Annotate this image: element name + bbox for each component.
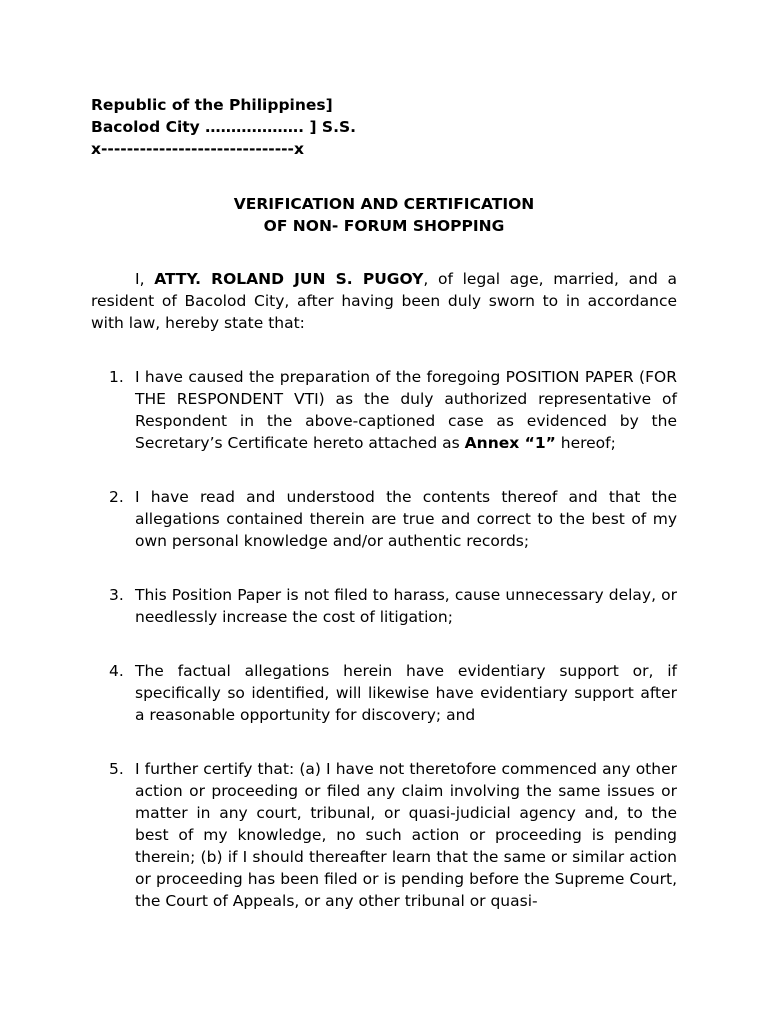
caption-republic: Republic of the Philippines] <box>91 96 333 114</box>
list-item <box>91 366 677 454</box>
item-number: 2. <box>109 488 124 506</box>
title-line-1: VERIFICATION AND CERTIFICATION <box>233 195 535 213</box>
item-text: I further certify that: (a) I have not theretofore commenced any other action or proceeding or filed any claim involving the same issues or matter in any court, tribunal, or quasi-judicial agency and, to the best of my knowledge, no such action or proceeding is pending therein; (b) if I should thereafter learn that the same or similar action or proceeding has been filed or is pending before the Supreme Court, the Court of Appeals, or any other tribunal or quasi- <box>135 760 677 910</box>
intro-suffix: , of legal age, married, and a resident of Bacolod City, after having been duly sworn to in accordance with law, hereby state that: <box>91 270 677 332</box>
list-item <box>91 660 677 726</box>
item-number: 5. <box>109 760 124 778</box>
item-text-end: hereof; <box>555 434 616 452</box>
item-number: 1. <box>109 368 124 386</box>
venue-caption <box>91 94 356 160</box>
affiant-name: ATTY. ROLAND JUN S. PUGOY <box>154 270 424 288</box>
item-text: I have caused the preparation of the foregoing POSITION PAPER (FOR THE RESPONDENT VTI) as the duly authorized representative of Respondent in the above-captioned case as evidenced by the Secretary’s Certificate hereto attached as <box>135 368 677 452</box>
annex-reference: Annex “1” <box>464 434 556 452</box>
item-number: 4. <box>109 662 124 680</box>
title-line-2: OF NON- FORUM SHOPPING <box>263 217 505 235</box>
list-item <box>91 486 677 552</box>
item-text: The factual allegations herein have evidentiary support or, if specifically so identified, will likewise have evidentiary support after a reasonable opportunity for discovery; and <box>135 662 677 724</box>
caption-divider: x------------------------------x <box>91 140 304 158</box>
caption-city: Bacolod City ………………. ] S.S. <box>91 118 357 136</box>
document-title <box>91 193 677 237</box>
intro-prefix: I, <box>135 270 155 288</box>
list-item <box>91 584 677 628</box>
item-text: This Position Paper is not filed to harass, cause unnecessary delay, or needlessly increase the cost of litigation; <box>135 586 677 626</box>
statement-list <box>91 366 677 944</box>
list-item <box>91 758 677 912</box>
item-number: 3. <box>109 586 124 604</box>
intro-paragraph <box>91 268 677 334</box>
item-text: I have read and understood the contents thereof and that the allegations contained therein are true and correct to the best of my own personal knowledge and/or authentic records; <box>135 488 677 550</box>
